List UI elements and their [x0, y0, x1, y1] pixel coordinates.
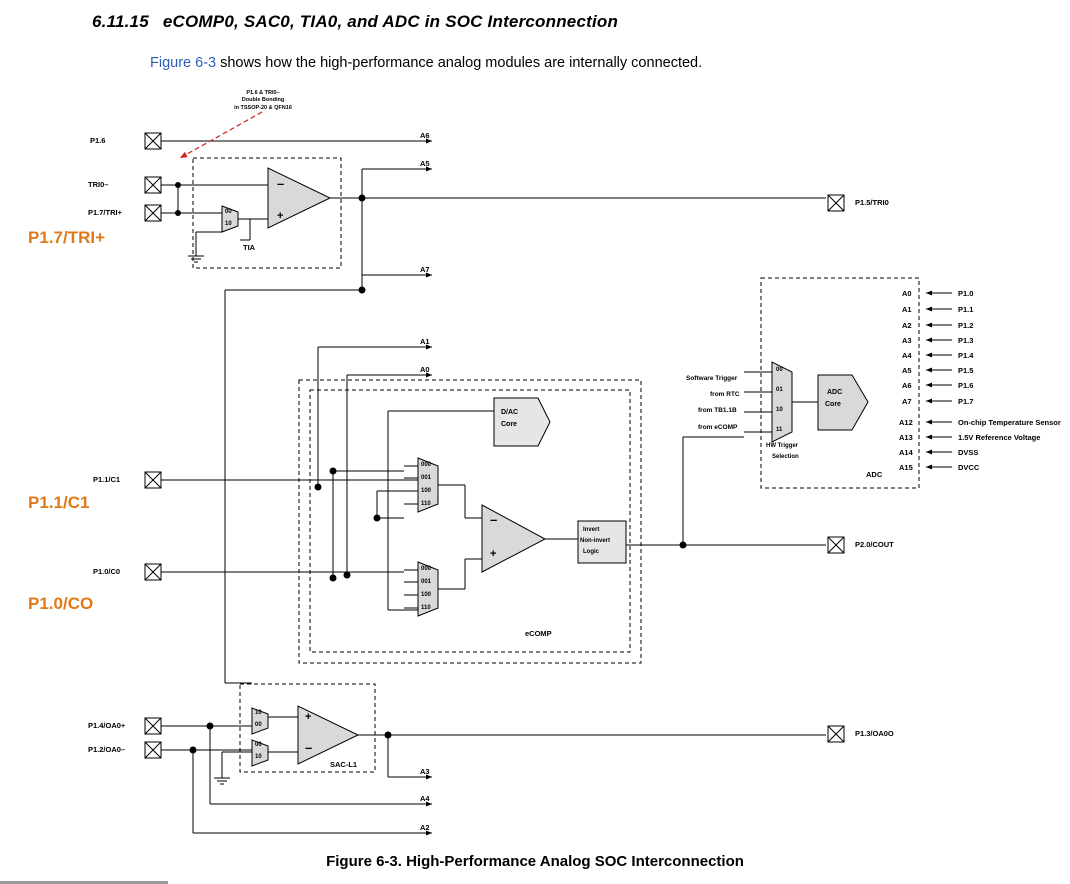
ecomp-pos-mux-code-100: 100	[421, 488, 432, 494]
channel-tap-a7: A7	[420, 265, 430, 274]
sac-pos-mux-code-10: 10	[255, 710, 262, 716]
adc-channel-a12: A12	[899, 418, 913, 427]
sac-neg-mux-code-00: 00	[255, 742, 262, 748]
adc-channel-a14: A14	[899, 448, 913, 457]
sac-neg-mux-code-10: 10	[255, 754, 262, 760]
trigger-mux-code-11: 11	[776, 427, 783, 433]
ecomp-pos-mux-code-001: 001	[421, 475, 432, 481]
channel-tap-a2: A2	[420, 823, 430, 832]
ecomp-block-label: eCOMP	[525, 629, 552, 638]
dac-core-label-1: D/AC	[501, 409, 519, 416]
channel-tap-a6: A6	[420, 131, 430, 140]
pin-pad-p12	[145, 742, 161, 758]
ecomp-neg-mux-code-001: 001	[421, 579, 432, 585]
hw-trigger-label-1: HW Trigger	[766, 443, 799, 449]
adc-source-p17: P1.7	[958, 397, 974, 406]
pin-label-p17: P1.7/TRI+	[88, 208, 122, 217]
adc-source-p13: P1.3	[958, 336, 974, 345]
highlight-label-p17: P1.7/TRI+	[28, 228, 106, 247]
adc-source-dvss: DVSS	[958, 448, 979, 457]
note-line-2: Double Bonding	[241, 97, 285, 104]
adc-source-vref: 1.5V Reference Voltage	[958, 433, 1041, 442]
tia-plus-sign: +	[277, 210, 284, 222]
pin-label-p11: P1.1/C1	[93, 475, 121, 484]
pin-label-p14: P1.4/OA0+	[88, 721, 126, 730]
channel-tap-a5: A5	[420, 159, 430, 168]
double-bonding-pointer	[180, 112, 262, 158]
adc-core-label-2: Core	[825, 401, 841, 408]
pin-pad-p16	[145, 133, 161, 149]
ecomp-neg-mux-code-000: 000	[421, 566, 432, 572]
section-title-text: eCOMP0, SAC0, TIA0, and ADC in SOC Interconnection	[162, 12, 619, 31]
pin-pad-p20	[828, 537, 844, 553]
adc-channel-a0: A0	[902, 289, 912, 298]
adc-channel-a2: A2	[902, 321, 912, 330]
section-number: 6.11.15	[92, 12, 149, 31]
invert-logic-line-1: Invert	[583, 527, 600, 533]
pin-label-p13: P1.3/OA0O	[855, 729, 894, 738]
adc-source-dvcc: DVCC	[958, 463, 980, 472]
ecomp-minus-sign: –	[490, 512, 498, 527]
note-line-1: P1.6 & TRI0–	[246, 90, 280, 96]
dac-core-label-2: Core	[501, 421, 517, 428]
trigger-mux-code-00: 00	[776, 367, 783, 373]
trigger-mux-code-01: 01	[776, 387, 783, 393]
double-bonding-note	[198, 90, 328, 112]
ecomp-neg-mux-code-100: 100	[421, 592, 432, 598]
pin-label-p15: P1.5/TRI0	[855, 198, 889, 207]
adc-channel-a13: A13	[899, 433, 913, 442]
adc-source-p16: P1.6	[958, 381, 974, 390]
ecomp-neg-mux-code-110: 110	[421, 605, 431, 611]
highlight-label-p10: P1.0/CO	[28, 594, 94, 613]
trigger-input-tb11b: from TB1.1B	[698, 407, 737, 414]
figure-caption: Figure 6-3. High-Performance Analog SOC Interconnection	[326, 853, 744, 870]
note-line-3: in TSSOP-20 & QFN16	[234, 104, 292, 111]
adc-channel-a4: A4	[902, 351, 912, 360]
invert-logic-line-3: Logic	[583, 549, 599, 555]
pin-label-p12: P1.2/OA0–	[88, 745, 126, 754]
pin-pad-tri0n	[145, 177, 161, 193]
trigger-input-rtc: from RTC	[710, 391, 740, 398]
invert-logic-line-2: Non-invert	[580, 538, 610, 544]
pin-pad-p13	[828, 726, 844, 742]
pin-label-p10: P1.0/C0	[93, 567, 121, 576]
pin-pad-p15	[828, 195, 844, 211]
adc-channel-a3: A3	[902, 336, 912, 345]
tia-mux-code-10: 10	[225, 221, 232, 227]
channel-tap-a1: A1	[420, 337, 430, 346]
figure-link[interactable]: Figure 6-3	[150, 55, 217, 71]
channel-tap-a0: A0	[420, 365, 430, 374]
pin-pad-p10	[145, 564, 161, 580]
pin-pad-p17	[145, 205, 161, 221]
channel-tap-a3: A3	[420, 767, 430, 776]
adc-source-p14: P1.4	[958, 351, 974, 360]
ecomp-pos-mux-code-000: 000	[421, 462, 432, 468]
adc-source-p11: P1.1	[958, 305, 974, 314]
adc-channel-a5: A5	[902, 366, 912, 375]
trigger-input-ecomp: from eCOMP	[698, 424, 738, 431]
ecomp-plus-sign: +	[490, 548, 497, 560]
pin-label-p16: P1.6	[90, 136, 106, 145]
intro-text: shows how the high-performance analog modules are internally connected.	[216, 55, 703, 71]
sac-plus-sign: +	[305, 711, 312, 723]
tia-mux-code-00: 00	[225, 209, 232, 215]
adc-channel-a7: A7	[902, 397, 912, 406]
adc-channel-a15: A15	[899, 463, 913, 472]
tia-block-label: TIA	[243, 243, 256, 252]
pin-label-tri0n: TRI0–	[88, 180, 109, 189]
adc-block-label: ADC	[866, 470, 883, 479]
highlight-label-p11: P1.1/C1	[28, 493, 90, 512]
adc-source-p10: P1.0	[958, 289, 974, 298]
adc-source-temp: On-chip Temperature Sensor	[958, 418, 1061, 427]
sac-pos-mux-code-00: 00	[255, 722, 262, 728]
adc-channel-a6: A6	[902, 381, 912, 390]
adc-source-p12: P1.2	[958, 321, 974, 330]
adc-channel-a1: A1	[902, 305, 912, 314]
hw-trigger-label-2: Selection	[772, 454, 799, 460]
sac-minus-sign: –	[305, 740, 313, 755]
pin-pad-p11	[145, 472, 161, 488]
channel-tap-a4: A4	[420, 794, 430, 803]
trigger-input-software: Software Trigger	[686, 375, 738, 382]
pin-pad-p14	[145, 718, 161, 734]
trigger-mux-code-10: 10	[776, 407, 783, 413]
adc-source-p15: P1.5	[958, 366, 974, 375]
adc-core-label-1: ADC	[827, 389, 843, 396]
pin-label-p20: P2.0/COUT	[855, 540, 894, 549]
ecomp-pos-mux-code-110: 110	[421, 501, 431, 507]
sac-block-label: SAC-L1	[330, 760, 358, 769]
tia-minus-sign: –	[277, 176, 285, 191]
